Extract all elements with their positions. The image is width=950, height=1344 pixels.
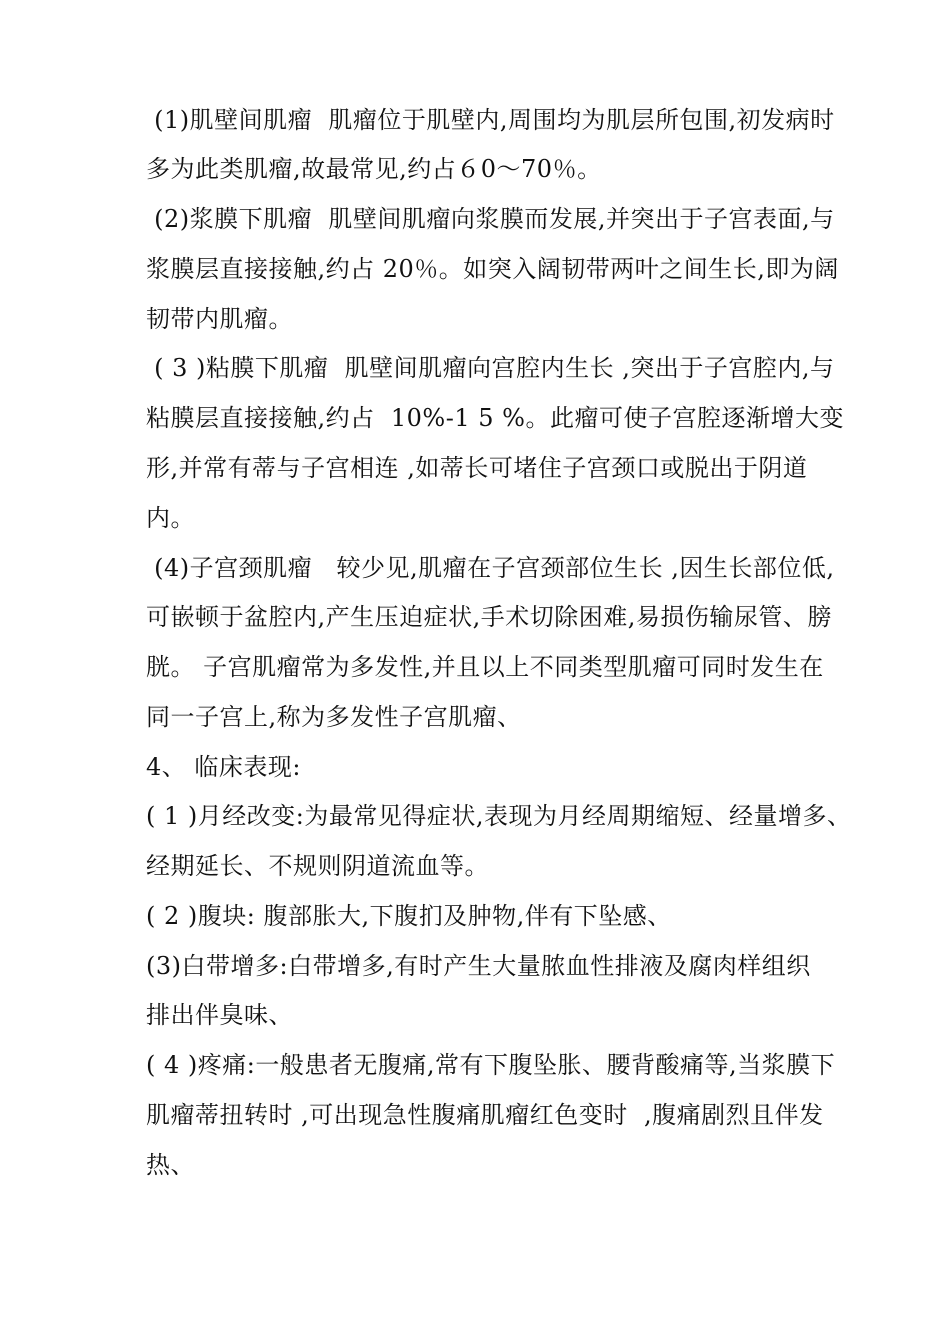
text-line: 排出伴臭味、 bbox=[146, 1001, 293, 1029]
text-line: ( 3 )粘膜下肌瘤 肌壁间肌瘤向宫腔内生长 ,突出于子宫腔内,与 bbox=[146, 354, 835, 382]
text-line: 同一子宫上,称为多发性子宫肌瘤、 bbox=[146, 703, 522, 731]
text-line: 粘膜层直接接触,约占 10%-1 5 %。此瘤可使子宫腔逐渐增大变 bbox=[146, 404, 844, 432]
text-line: 胱。 子宫肌瘤常为多发性,并且以上不同类型肌瘤可同时发生在 bbox=[146, 653, 824, 681]
text-line: ( 1 )月经改变:为最常见得症状,表现为月经周期缩短、经量增多、 bbox=[146, 802, 852, 830]
text-line: 热、 bbox=[146, 1151, 195, 1179]
text-line: (4)子宫颈肌瘤 较少见,肌瘤在子宫颈部位生长 ,因生长部位低, bbox=[146, 554, 835, 582]
text-line: (2)浆膜下肌瘤 肌壁间肌瘤向浆膜而发展,并突出于子宫表面,与 bbox=[146, 205, 835, 233]
text-line: 内。 bbox=[146, 504, 195, 532]
text-line: ( 4 )疼痛:一般患者无腹痛,常有下腹坠胀、腰背酸痛等,当浆膜下 bbox=[146, 1051, 836, 1079]
text-line: 多为此类肌瘤,故最常见,约占６0～70％。 bbox=[146, 155, 602, 183]
text-line: 经期延长、不规则阴道流血等。 bbox=[146, 852, 489, 880]
text-line: 肌瘤蒂扭转时 ,可出现急性腹痛肌瘤红色变时 ,腹痛剧烈且伴发 bbox=[146, 1101, 824, 1129]
text-line: 形,并常有蒂与子宫相连 ,如蒂长可堵住子宫颈口或脱出于阴道 bbox=[146, 454, 808, 482]
text-line: ( 2 )腹块: 腹部胀大,下腹扪及肿物,伴有下坠感、 bbox=[146, 902, 672, 930]
text-line: (3)白带增多:白带增多,有时产生大量脓血性排液及腐肉样组织 bbox=[146, 952, 811, 980]
section-heading: 4、 临床表现: bbox=[146, 753, 301, 781]
text-line: 浆膜层直接接触,约占 20％。如突入阔韧带两叶之间生长,即为阔 bbox=[146, 255, 839, 283]
text-line: 韧带内肌瘤。 bbox=[146, 305, 293, 333]
text-line: (1)肌壁间肌瘤 肌瘤位于肌壁内,周围均为肌层所包围,初发病时 bbox=[146, 106, 835, 134]
text-line: 可嵌顿于盆腔内,产生压迫症状,手术切除困难,易损伤输尿管、膀 bbox=[146, 603, 832, 631]
